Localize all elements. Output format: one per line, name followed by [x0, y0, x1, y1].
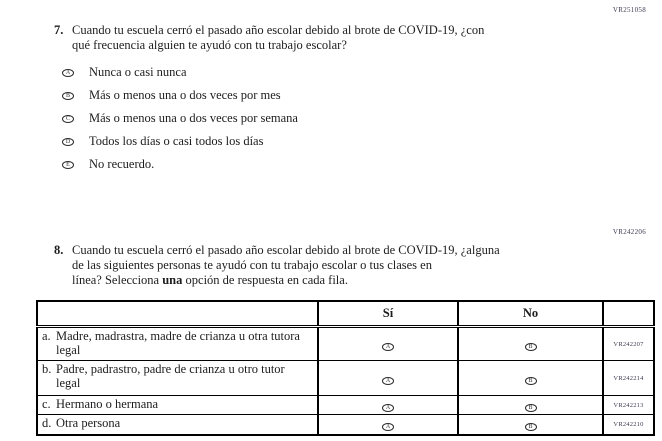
row-c-code: VR242213 — [603, 396, 654, 415]
bubble-letter: D — [65, 138, 71, 145]
question-8-text — [72, 243, 500, 288]
option-d[interactable] — [62, 130, 484, 153]
row-a-no-cell — [458, 327, 603, 361]
row-b-prefix: b. — [42, 362, 52, 376]
row-b-yes-bubble-icon[interactable] — [382, 377, 394, 385]
row-a-yes-cell — [318, 327, 458, 361]
row-a-no-bubble-icon[interactable] — [525, 343, 537, 351]
row-d-label: Otra persona — [56, 416, 121, 430]
line3-bold: una — [162, 273, 183, 287]
form-code-q7: VR251058 — [612, 6, 646, 14]
table-header-row — [37, 301, 654, 327]
question-8-text-line-2: de las siguientes personas te ayudó con tu trabajo escolar o tus clases en — [72, 258, 432, 272]
bubble-letter: E — [66, 161, 70, 168]
option-a-label: Nunca o casi nunca — [89, 65, 187, 79]
row-c-no-bubble-icon[interactable] — [525, 404, 537, 412]
row-b-label: Padre, padrastro, padre de crianza u otro tutor legal — [56, 362, 285, 390]
form-code-q8: VR242206 — [612, 228, 646, 236]
question-7-head — [54, 23, 484, 53]
bubble-letter: A — [385, 377, 391, 384]
question-7-text-line-2: qué frecuencia alguien te ayudó con tu trabajo escolar? — [72, 38, 347, 52]
question-8-table — [36, 300, 655, 436]
row-d-prefix: d. — [42, 416, 52, 430]
radio-bubble-e-icon[interactable] — [62, 161, 74, 169]
row-a-label: Madre, madrastra, madre de crianza u otra tutora legal — [56, 329, 300, 357]
bubble-letter: B — [65, 92, 70, 99]
table-row — [37, 361, 654, 396]
row-d-yes-cell — [318, 415, 458, 436]
row-b-no-bubble-icon[interactable] — [525, 377, 537, 385]
radio-bubble-c-icon[interactable] — [62, 115, 74, 123]
question-8-head — [54, 243, 500, 288]
question-7 — [54, 23, 484, 176]
question-8-number: 8. — [54, 243, 64, 257]
option-d-label: Todos los días o casi todos los días — [89, 134, 264, 148]
bubble-letter: A — [385, 343, 391, 350]
radio-bubble-d-icon[interactable] — [62, 138, 74, 146]
row-d-yes-bubble-icon[interactable] — [382, 423, 394, 431]
radio-bubble-a-icon[interactable] — [62, 69, 74, 77]
row-c-yes-bubble-icon[interactable] — [382, 404, 394, 412]
table-row — [37, 396, 654, 415]
row-b-code: VR242214 — [603, 361, 654, 396]
line3-post: opción de respuesta en cada fila. — [182, 273, 348, 287]
bubble-letter: A — [385, 404, 391, 411]
question-7-text — [72, 23, 484, 53]
question-7-options — [62, 61, 484, 176]
header-code-cell — [603, 301, 654, 327]
option-a[interactable] — [62, 61, 484, 84]
row-a-code: VR242207 — [603, 327, 654, 361]
bubble-letter: B — [528, 404, 533, 411]
row-a-prefix: a. — [42, 329, 51, 343]
bubble-letter: B — [528, 343, 533, 350]
bubble-letter: A — [385, 423, 391, 430]
table-row — [37, 327, 654, 361]
row-b-no-cell — [458, 361, 603, 396]
line3-pre: línea? Selecciona — [72, 273, 163, 287]
row-c-label: Hermano o hermana — [56, 397, 159, 411]
row-c-prefix: c. — [42, 397, 51, 411]
bubble-letter: C — [65, 115, 70, 122]
row-a-label-cell — [37, 327, 318, 361]
radio-bubble-b-icon[interactable] — [62, 92, 74, 100]
row-d-no-bubble-icon[interactable] — [525, 423, 537, 431]
question-7-number: 7. — [54, 23, 64, 37]
bubble-letter: B — [528, 423, 533, 430]
row-c-no-cell — [458, 396, 603, 415]
header-yes: Sí — [318, 301, 458, 327]
question-8-text-line-1: Cuando tu escuela cerró el pasado año escolar debido al brote de COVID-19, ¿alguna — [72, 243, 500, 257]
option-c[interactable] — [62, 107, 484, 130]
row-c-label-cell — [37, 396, 318, 415]
row-d-label-cell — [37, 415, 318, 436]
option-c-label: Más o menos una o dos veces por semana — [89, 111, 298, 125]
header-no: No — [458, 301, 603, 327]
row-d-code: VR242210 — [603, 415, 654, 436]
bubble-letter: B — [528, 377, 533, 384]
row-c-yes-cell — [318, 396, 458, 415]
option-e-label: No recuerdo. — [89, 157, 155, 171]
row-d-no-cell — [458, 415, 603, 436]
option-b[interactable] — [62, 84, 484, 107]
header-empty-cell — [37, 301, 318, 327]
table-row — [37, 415, 654, 436]
option-b-label: Más o menos una o dos veces por mes — [89, 88, 281, 102]
question-8-text-line-3 — [72, 273, 500, 288]
option-e[interactable] — [62, 153, 484, 176]
row-b-yes-cell — [318, 361, 458, 396]
question-8 — [54, 243, 500, 288]
question-7-text-line-1: Cuando tu escuela cerró el pasado año escolar debido al brote de COVID-19, ¿con — [72, 23, 485, 37]
row-b-label-cell — [37, 361, 318, 396]
bubble-letter: A — [65, 69, 71, 76]
row-a-yes-bubble-icon[interactable] — [382, 343, 394, 351]
